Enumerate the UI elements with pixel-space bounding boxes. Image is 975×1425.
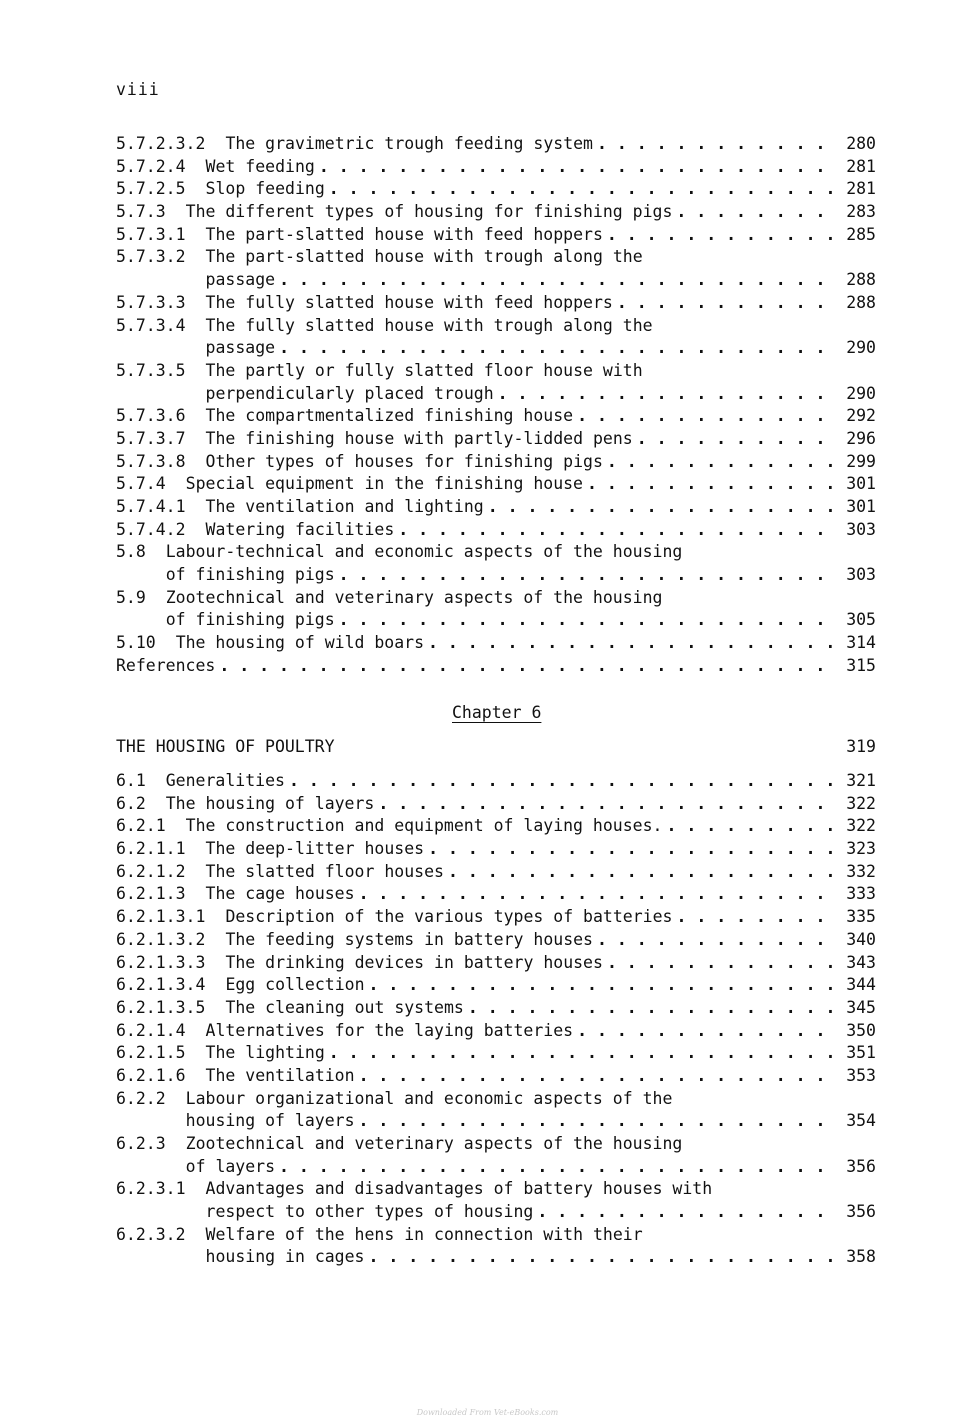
toc-entry: [116, 360, 876, 383]
toc-entry-title: The compartmentalized finishing house: [205, 406, 574, 426]
toc-entry-title: Zootechnical and veterinary aspects of the housing: [185, 1134, 683, 1153]
toc-entry-title: Labour-technical and economic aspects of the housing: [165, 542, 683, 562]
toc-entry: [116, 1224, 876, 1247]
toc-entry: [116, 1065, 876, 1088]
toc-entry: [116, 974, 876, 997]
toc-entry-title: Special equipment in the finishing house: [185, 474, 583, 494]
toc-entry-title: Wet feeding: [205, 156, 315, 176]
toc-entry-page: 351: [846, 1043, 876, 1063]
toc-entry-page: 303: [846, 565, 876, 585]
toc-entry: [116, 383, 876, 406]
toc-entry-title: The finishing house with partly-lidded pens: [205, 428, 633, 448]
toc-entry-number: 6.2.1: [116, 816, 166, 836]
dot-leader: [279, 1156, 836, 1179]
toc-entry-page: 301: [846, 474, 876, 494]
toc-entry-page: 315: [846, 655, 876, 675]
toc-entry-page: 285: [846, 224, 876, 244]
toc-entry-number: 5.7.3.6: [116, 406, 186, 426]
dot-leader: [607, 451, 836, 474]
chapter-title: THE HOUSING OF POULTRY: [116, 737, 335, 756]
toc-entry: [116, 405, 876, 428]
dot-leader: [219, 655, 836, 678]
toc-entry-title: Zootechnical and veterinary aspects of the housing: [165, 587, 663, 607]
toc-entry: [116, 428, 876, 451]
toc-entry-number: 6.2.1.3.1: [116, 907, 206, 927]
chapter-page: 319: [846, 737, 876, 756]
dot-leader: [279, 337, 836, 360]
toc-entry: [116, 224, 876, 247]
dot-leader: [369, 974, 836, 997]
toc-entry: [116, 883, 876, 906]
dot-leader: [448, 861, 836, 884]
toc-entry-title: The deep-litter houses: [205, 839, 425, 859]
toc-entry-number: 6.2.3: [116, 1134, 166, 1153]
toc-entry-title: The ventilation and lighting: [205, 497, 484, 516]
dot-leader: [597, 133, 836, 156]
toc-entry-title: housing of layers: [185, 1111, 355, 1131]
toc-entry-title: The fully slatted house with feed hoppers: [205, 292, 613, 312]
toc-entry-title: The drinking devices in battery houses: [225, 952, 603, 972]
toc-entry-number: 5.7.3.5: [116, 360, 186, 380]
page-number: viii: [116, 80, 160, 99]
toc-entry: [116, 519, 876, 542]
toc-entry-page: 322: [846, 793, 876, 813]
toc-entry-page: 332: [846, 861, 876, 881]
dot-leader: [597, 929, 836, 952]
toc-entry-number: 5.8: [116, 542, 146, 562]
dot-leader: [398, 519, 836, 542]
toc-entry: [116, 655, 876, 678]
toc-entry-number: 5.7.3.8: [116, 451, 186, 471]
toc-entry-title: Welfare of the hens in connection with their: [205, 1224, 643, 1244]
toc-entry: [116, 609, 876, 632]
toc-entry-page: 288: [846, 292, 876, 312]
toc-entry: [116, 133, 876, 156]
toc-entry-page: 296: [846, 428, 876, 448]
dot-leader: [319, 156, 836, 179]
toc-entry: [116, 541, 876, 564]
toc-entry-number: 6.2: [116, 793, 146, 813]
toc-entry-number: 6.2.2: [116, 1088, 166, 1108]
toc-entry-title: housing in cages: [205, 1247, 365, 1267]
dot-leader: [359, 1065, 836, 1088]
toc-entry-number: 6.2.1.3.4: [116, 975, 206, 995]
toc-entry-number: 6.1: [116, 771, 146, 790]
toc-entry-number: 6.2.3.2: [116, 1224, 186, 1244]
dot-leader: [498, 383, 836, 406]
toc-entry-page: 303: [846, 519, 876, 539]
toc-entry-page: 354: [846, 1111, 876, 1131]
toc-entry-page: 340: [846, 929, 876, 949]
toc-entry-number: 5.7.3.7: [116, 428, 186, 448]
toc-entry-page: 344: [846, 975, 876, 995]
dot-leader: [587, 473, 836, 496]
toc-entry-number: 6.2.1.4: [116, 1020, 186, 1040]
toc-entry-page: 281: [846, 179, 876, 199]
dot-leader: [359, 1110, 836, 1133]
toc-entry-number: 5.7.4.2: [116, 519, 186, 539]
toc-entry: [116, 337, 876, 360]
toc-entry-number: 6.2.1.3: [116, 884, 186, 904]
dot-leader: [577, 1020, 836, 1043]
toc-entry-number: 5.7.3.2: [116, 247, 186, 267]
toc-entry-title: of layers: [185, 1156, 276, 1176]
toc-entry: [116, 496, 876, 519]
dot-leader: [607, 952, 836, 975]
toc-entry-title: passage: [205, 338, 276, 358]
toc-entry-page: 290: [846, 383, 876, 403]
toc-entry-number: 5.7.2.3.2: [116, 134, 206, 153]
toc-entry: [116, 1110, 876, 1133]
toc-entry: [116, 632, 876, 655]
toc-entry-number: 6.2.1.6: [116, 1065, 186, 1085]
dot-leader: [676, 906, 836, 929]
toc-entry: [116, 587, 876, 610]
chapter-title-row: [116, 737, 876, 756]
dot-leader: [289, 770, 836, 793]
toc-entry-page: 290: [846, 338, 876, 358]
toc-entry: [116, 1246, 876, 1269]
dot-leader: [577, 405, 836, 428]
toc-entry-title: The housing of wild boars: [175, 633, 425, 653]
toc-entry: [116, 815, 876, 838]
toc-entry: [116, 1088, 876, 1111]
toc-entry-title: The part-slatted house with trough along the: [205, 247, 643, 267]
toc-entry: [116, 952, 876, 975]
toc-entry-number: 5.9: [116, 587, 146, 607]
toc-entry: [116, 770, 876, 793]
toc-entry-page: 356: [846, 1156, 876, 1176]
toc-entry: [116, 246, 876, 269]
toc-entry-title: The feeding systems in battery houses: [225, 929, 593, 949]
toc-entry-title: The fully slatted house with trough along the: [205, 315, 653, 335]
dot-leader: [359, 883, 836, 906]
toc-entry-title: Egg collection: [225, 975, 365, 995]
toc-entry: [116, 451, 876, 474]
toc-entry-number: 5.7.3.1: [116, 224, 186, 244]
toc-entry-number: 5.7.3.4: [116, 315, 186, 335]
toc-entry-title: Other types of houses for finishing pigs: [205, 451, 603, 471]
toc-entry: [116, 1020, 876, 1043]
toc-entry-title: The construction and equipment of laying houses.: [185, 816, 663, 836]
toc-entry: [116, 861, 876, 884]
toc-entry-page: 343: [846, 952, 876, 972]
toc-entry-title: of finishing pigs: [165, 610, 335, 630]
toc-entry-page: 321: [846, 771, 876, 790]
toc-entry-title: The different types of housing for finishing pigs: [185, 202, 673, 222]
toc-entry: [116, 1133, 876, 1156]
toc-entry-title: respect to other types of housing: [205, 1202, 534, 1222]
dot-leader: [666, 815, 836, 838]
toc-entry-page: 322: [846, 816, 876, 836]
toc-section-chapter5: [116, 133, 876, 678]
toc-entry-number: 5.7.2.5: [116, 179, 186, 199]
toc-entry-title: The cleaning out systems: [225, 997, 464, 1017]
toc-entry-number: 6.2.1.3.5: [116, 997, 206, 1017]
toc-entry-page: 280: [846, 134, 876, 153]
toc-entry-title: of finishing pigs: [165, 565, 335, 585]
toc-entry: [116, 929, 876, 952]
toc-section-chapter6: [116, 770, 876, 1269]
dot-leader: [537, 1201, 836, 1224]
toc-entry-page: 356: [846, 1202, 876, 1222]
toc-entry-page: 358: [846, 1247, 876, 1267]
dot-leader: [339, 609, 836, 632]
toc-entry-number: 5.7.4.1: [116, 497, 186, 516]
dot-leader: [279, 269, 836, 292]
toc-entry-page: 301: [846, 497, 876, 516]
toc-entry-title: Generalities: [165, 771, 285, 790]
dot-leader: [369, 1246, 837, 1269]
toc-entry-title: passage: [205, 270, 276, 290]
toc-entry-number: 5.7.3.3: [116, 292, 186, 312]
toc-entry-page: 323: [846, 839, 876, 859]
toc-entry-number: 5.7.3: [116, 202, 166, 222]
toc-entry-number: 6.2.1.5: [116, 1043, 186, 1063]
toc-entry-number: 6.2.1.3.2: [116, 929, 206, 949]
toc-entry: [116, 906, 876, 929]
dot-leader: [378, 793, 836, 816]
toc-entry-title: perpendicularly placed trough: [205, 383, 494, 403]
toc-entry: [116, 315, 876, 338]
dot-leader: [488, 496, 836, 519]
toc-entry-number: 6.2.3.1: [116, 1179, 186, 1199]
toc-entry-page: 333: [846, 884, 876, 904]
dot-leader: [428, 632, 836, 655]
toc-entry-number: 5.7.2.4: [116, 156, 186, 176]
toc-entry: [116, 1178, 876, 1201]
toc-entry-title: The partly or fully slatted floor house with: [205, 360, 643, 380]
dot-leader: [339, 564, 836, 587]
dot-leader: [428, 838, 836, 861]
toc-entry-number: 6.2.1.1: [116, 839, 186, 859]
toc-entry-page: 353: [846, 1065, 876, 1085]
toc-entry-title: The lighting: [205, 1043, 325, 1063]
toc-entry-title: The housing of layers: [165, 793, 375, 813]
toc-entry-title: Advantages and disadvantages of battery houses with: [205, 1179, 713, 1199]
dot-leader: [676, 201, 836, 224]
toc-entry-page: 299: [846, 451, 876, 471]
toc-entry: [116, 292, 876, 315]
toc-entry-page: 288: [846, 270, 876, 290]
toc-entry-page: 350: [846, 1020, 876, 1040]
dot-leader: [329, 178, 836, 201]
toc-entry: [116, 1201, 876, 1224]
toc-entry-number: 5.10: [116, 633, 156, 653]
dot-leader: [637, 428, 836, 451]
toc-entry-title: Watering facilities: [205, 519, 395, 539]
chapter-heading: Chapter 6: [452, 703, 542, 722]
toc-entry-page: 314: [846, 633, 876, 653]
toc-entry: [116, 1042, 876, 1065]
dot-leader: [468, 997, 836, 1020]
dot-leader: [617, 292, 836, 315]
toc-entry-page: 281: [846, 156, 876, 176]
toc-entry-title: References: [116, 655, 216, 675]
toc-entry-title: Slop feeding: [205, 179, 325, 199]
toc-entry: [116, 178, 876, 201]
dot-leader: [607, 224, 836, 247]
dot-leader: [329, 1042, 836, 1065]
toc-entry-title: The ventilation: [205, 1065, 355, 1085]
toc-entry-title: Alternatives for the laying batteries: [205, 1020, 574, 1040]
toc-entry-title: The part-slatted house with feed hoppers: [205, 224, 603, 244]
toc-entry: [116, 838, 876, 861]
toc-entry-title: The slatted floor houses: [205, 861, 444, 881]
toc-entry: [116, 997, 876, 1020]
toc-entry-number: 6.2.1.3.3: [116, 952, 206, 972]
toc-entry-page: 292: [846, 406, 876, 426]
toc-entry-number: 5.7.4: [116, 474, 166, 494]
toc-entry: [116, 269, 876, 292]
toc-entry-page: 305: [846, 610, 876, 630]
toc-entry-page: 345: [846, 997, 876, 1017]
toc-entry: [116, 156, 876, 179]
toc-entry: [116, 1156, 876, 1179]
toc-entry-number: 6.2.1.2: [116, 861, 186, 881]
toc-entry: [116, 473, 876, 496]
watermark: Downloaded From Vet-eBooks.com: [416, 1408, 559, 1417]
toc-entry-page: 283: [846, 202, 876, 222]
toc-entry-title: The cage houses: [205, 884, 355, 904]
toc-entry-title: The gravimetric trough feeding system: [225, 134, 593, 153]
toc-entry: [116, 793, 876, 816]
toc-entry-page: 335: [846, 907, 876, 927]
toc-entry-title: Labour organizational and economic aspects of the: [185, 1088, 673, 1108]
toc-entry-title: Description of the various types of batteries: [225, 907, 673, 927]
toc-entry: [116, 201, 876, 224]
toc-entry: [116, 564, 876, 587]
